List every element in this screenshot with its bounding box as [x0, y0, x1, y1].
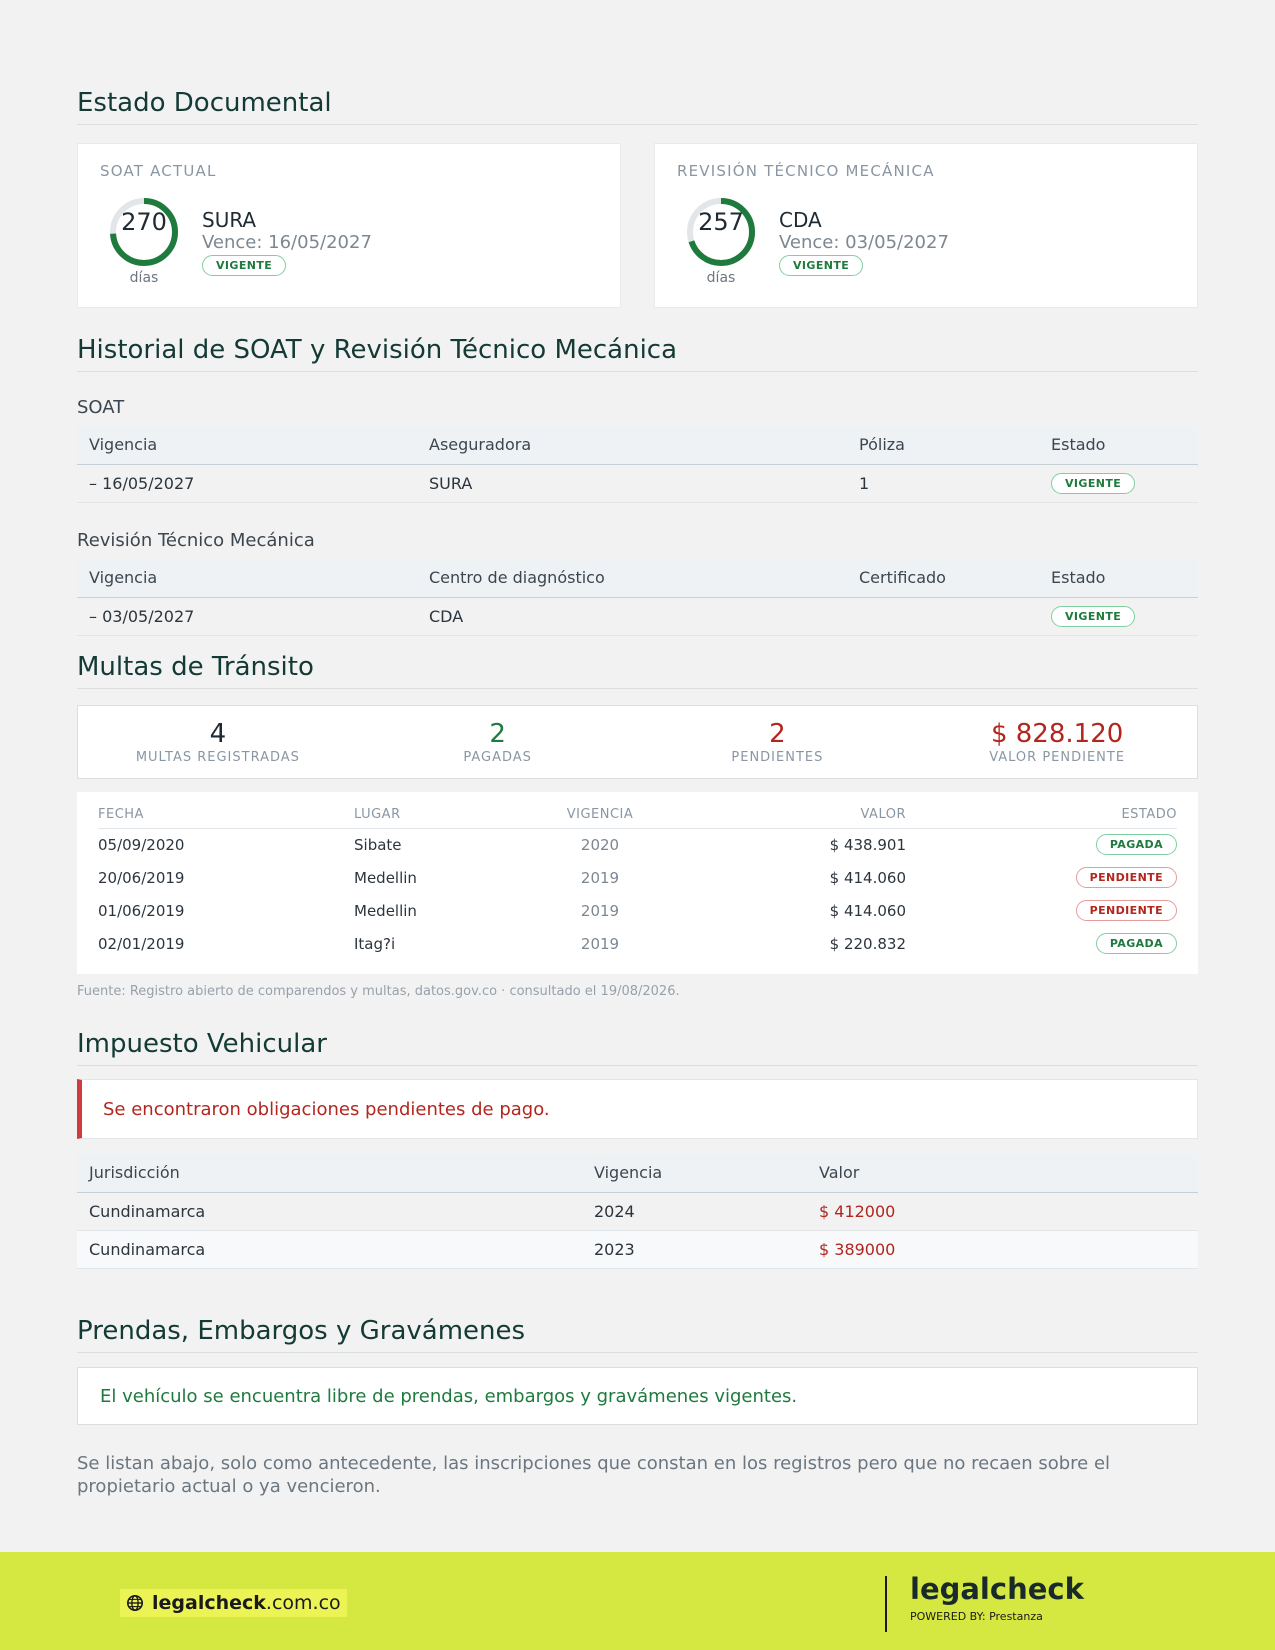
impuesto-alert: Se encontraron obligaciones pendientes de pago.: [77, 1079, 1198, 1139]
soat-history: [77, 385, 1198, 503]
summary-total-label: MULTAS REGISTRADAS: [135, 750, 300, 765]
cell-poliza: 1: [847, 464, 1039, 502]
doc-cards: [77, 143, 1198, 308]
multas-summary: [77, 705, 1198, 779]
cell-valor: $ 389000: [807, 1230, 1198, 1268]
cell-vigencia: 2019: [580, 934, 620, 953]
summary-total: [78, 706, 358, 778]
table-row: [98, 894, 1177, 927]
cell-jurisdiccion: Cundinamarca: [77, 1192, 582, 1230]
cell-valor: $ 414.060: [829, 901, 906, 920]
column-header: Aseguradora: [417, 426, 847, 464]
cell-aseguradora: SURA: [417, 464, 847, 502]
multas-source-note: Fuente: Registro abierto de comparendos y multas, datos.gov.co · consultado el 19/08/2026.: [77, 984, 680, 999]
cell-certificado: [847, 597, 1039, 635]
column-header: Centro de diagnóstico: [417, 559, 847, 597]
cell-vigencia: – 03/05/2027: [77, 597, 417, 635]
summary-paid-value: 2: [489, 719, 506, 749]
section-title-multas: Multas de Tránsito: [77, 652, 1198, 689]
soat-days-value: 270: [121, 208, 167, 236]
cell-fecha: 20/06/2019: [98, 868, 185, 887]
cell-valor: $ 412000: [807, 1192, 1198, 1230]
rtm-history-table: [77, 559, 1198, 636]
summary-pending-value: 2: [769, 719, 786, 749]
summary-pending-amount-value: $ 828.120: [990, 719, 1124, 749]
column-header: ESTADO: [906, 802, 1177, 828]
summary-pending: [638, 706, 918, 778]
site-url: [152, 1592, 341, 1614]
column-header: VIGENCIA: [530, 802, 670, 828]
column-header: VALOR: [670, 802, 906, 828]
cell-lugar: Medellin: [354, 868, 417, 887]
summary-pending-label: PENDIENTES: [731, 750, 824, 765]
soat-card-label: SOAT ACTUAL: [100, 162, 217, 180]
section-title-historial: Historial de SOAT y Revisión Técnico Mecánica: [77, 335, 1198, 372]
section-title-estado: Estado Documental: [77, 88, 1198, 125]
brand-logo: legalcheck: [910, 1572, 1084, 1606]
table-row: [98, 927, 1177, 960]
rtm-history-subtitle: Revisión Técnico Mecánica: [77, 530, 315, 551]
status-badge: VIGENTE: [1051, 473, 1135, 494]
cell-vigencia: – 16/05/2027: [77, 464, 417, 502]
section-title-impuesto: Impuesto Vehicular: [77, 1029, 1198, 1066]
cell-fecha: 02/01/2019: [98, 934, 185, 953]
cell-valor: $ 414.060: [829, 868, 906, 887]
column-header: Vigencia: [77, 426, 417, 464]
table-row: [98, 861, 1177, 894]
cell-lugar: Sibate: [354, 835, 402, 854]
soat-history-subtitle: SOAT: [77, 397, 125, 418]
cell-estado: [906, 828, 1177, 861]
globe-icon: [126, 1594, 144, 1612]
impuesto-history: [77, 1154, 1198, 1269]
rtm-history: [77, 518, 1198, 636]
cell-lugar: Medellin: [354, 901, 417, 920]
multas-table: [98, 802, 1177, 960]
cell-vigencia: 2020: [580, 835, 620, 854]
summary-pending-amount-label: VALOR PENDIENTE: [989, 750, 1126, 765]
column-header: Vigencia: [77, 559, 417, 597]
soat-status-badge: VIGENTE: [202, 255, 286, 276]
soat-days-label: días: [129, 270, 159, 286]
prendas-note: Se listan abajo, solo como antecedente, las inscripciones que constan en los registros pero que no recaen sobre el propietario actual o ya vencieron.: [77, 1453, 1111, 1497]
cell-jurisdiccion: Cundinamarca: [77, 1230, 582, 1268]
rtm-card: [654, 143, 1198, 308]
cell-estado: [906, 861, 1177, 894]
summary-paid: [358, 706, 638, 778]
status-badge: VIGENTE: [1051, 606, 1135, 627]
footer: [0, 1552, 1275, 1650]
summary-paid-label: PAGADAS: [463, 750, 532, 765]
cell-fecha: 01/06/2019: [98, 901, 185, 920]
site-url-rest: .com.co: [265, 1592, 341, 1614]
column-header: Valor: [807, 1154, 1198, 1192]
table-row: [77, 464, 1198, 502]
rtm-expiry: Vence: 03/05/2027: [779, 232, 949, 253]
cell-lugar: Itag?i: [354, 934, 396, 953]
table-row: [77, 1192, 1198, 1230]
rtm-card-label: REVISIÓN TÉCNICO MECÁNICA: [677, 162, 935, 180]
status-badge: PENDIENTE: [1076, 900, 1177, 921]
powered-by: POWERED BY: Prestanza: [910, 1610, 1043, 1623]
table-row: [77, 597, 1198, 635]
cell-valor: $ 438.901: [829, 835, 906, 854]
column-header: Estado: [1039, 559, 1198, 597]
status-badge: PAGADA: [1096, 933, 1177, 954]
soat-insurer: SURA: [202, 208, 257, 232]
status-badge: PAGADA: [1096, 834, 1177, 855]
summary-total-value: 4: [209, 719, 227, 749]
cell-estado: [1039, 464, 1198, 502]
site-link[interactable]: [120, 1589, 347, 1617]
soat-card: [77, 143, 621, 308]
status-badge: PENDIENTE: [1076, 867, 1177, 888]
cell-valor: $ 220.832: [829, 934, 906, 953]
column-header: Póliza: [847, 426, 1039, 464]
cell-centro: CDA: [417, 597, 847, 635]
column-header: LUGAR: [354, 802, 530, 828]
table-row: [77, 1230, 1198, 1268]
column-header: Vigencia: [582, 1154, 807, 1192]
cell-vigencia: 2023: [582, 1230, 807, 1268]
cell-vigencia: 2019: [580, 901, 620, 920]
rtm-days-value: 257: [698, 208, 744, 236]
rtm-days-label: días: [706, 270, 736, 286]
rtm-status-badge: VIGENTE: [779, 255, 863, 276]
rtm-center: CDA: [779, 208, 822, 232]
cell-vigencia: 2024: [582, 1192, 807, 1230]
soat-expiry: Vence: 16/05/2027: [202, 232, 372, 253]
prendas-alert: El vehículo se encuentra libre de prendas, embargos y gravámenes vigentes.: [77, 1367, 1198, 1425]
site-url-bold: legalcheck: [152, 1592, 266, 1614]
multas-list: [77, 792, 1198, 974]
cell-vigencia: 2019: [580, 868, 620, 887]
cell-estado: [906, 894, 1177, 927]
summary-pending-amount: [917, 706, 1197, 778]
impuesto-table: [77, 1154, 1198, 1269]
column-header: Jurisdicción: [77, 1154, 582, 1192]
column-header: Estado: [1039, 426, 1198, 464]
cell-estado: [1039, 597, 1198, 635]
footer-divider: [885, 1576, 887, 1632]
column-header: FECHA: [98, 802, 354, 828]
cell-fecha: 05/09/2020: [98, 835, 185, 854]
soat-history-table: [77, 426, 1198, 503]
section-title-prendas: Prendas, Embargos y Gravámenes: [77, 1316, 1198, 1353]
cell-estado: [906, 927, 1177, 960]
table-row: [98, 828, 1177, 861]
column-header: Certificado: [847, 559, 1039, 597]
